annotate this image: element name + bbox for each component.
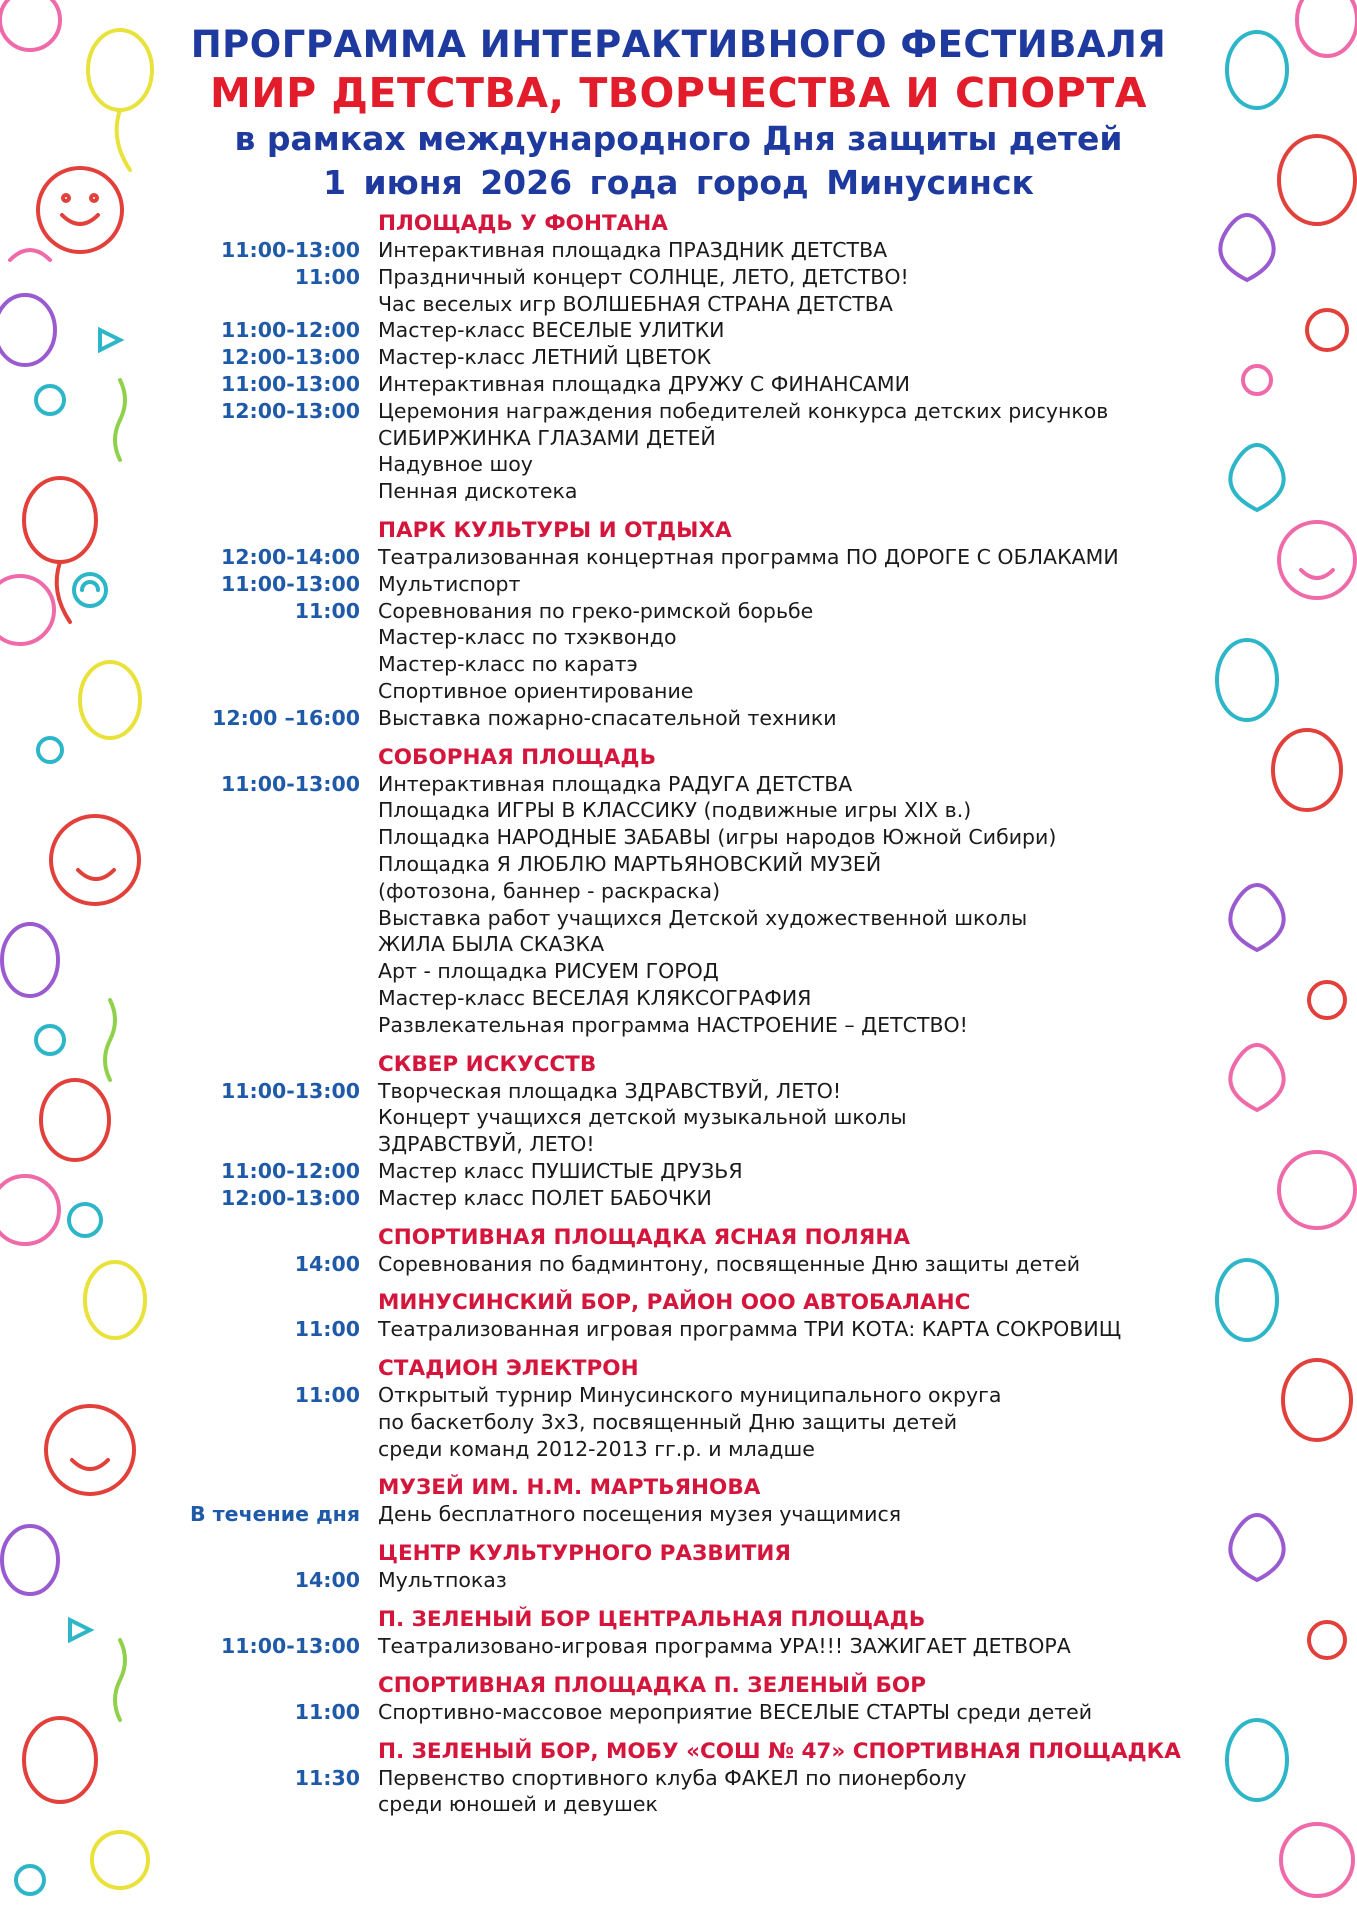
event-description: Мастер-класс ВЕСЕЛАЯ КЛЯКСОГРАФИЯ <box>378 985 812 1010</box>
event-description: Концерт учащихся детской музыкальной школы <box>378 1105 907 1130</box>
program-section <box>160 1224 1197 1278</box>
event-description: Выставка пожарно-спасательной техники <box>378 705 837 730</box>
program-row <box>160 678 1197 705</box>
event-time: 11:00-13:00 <box>220 771 360 796</box>
doodle-pattern-left <box>0 0 160 1920</box>
title-line-1: ПРОГРАММА ИНТЕРАКТИВНОГО ФЕСТИВАЛЯ <box>190 23 1167 66</box>
event-description: Спортивно-массовое мероприятие ВЕСЕЛЫЕ СТАРТЫ среди детей <box>378 1699 1093 1724</box>
date-location: 1 июня 2026 года город Минусинск <box>323 163 1034 202</box>
event-description: Мастер-класс ЛЕТНИЙ ЦВЕТОК <box>378 345 712 370</box>
program-row <box>160 1382 1197 1409</box>
event-description: Спортивное ориентирование <box>378 678 694 703</box>
event-time: 12:00-14:00 <box>220 544 360 569</box>
event-time: 11:00 <box>294 1317 360 1342</box>
event-description: СИБИРЖИНКА ГЛАЗАМИ ДЕТЕЙ <box>378 425 716 450</box>
event-time: 11:00-13:00 <box>220 571 360 596</box>
event-description: Мастер-класс ВЕСЕЛЫЕ УЛИТКИ <box>378 318 725 343</box>
event-description: Развлекательная программа НАСТРОЕНИЕ – ДЕТСТВО! <box>378 1012 968 1037</box>
program-row <box>160 1131 1197 1158</box>
program-row <box>160 1078 1197 1105</box>
event-time: В течение дня <box>190 1502 360 1527</box>
program-row <box>160 1409 1197 1436</box>
section-title: П. ЗЕЛЕНЫЙ БОР, МОБУ «СОШ № 47» СПОРТИВНАЯ ПЛОЩАДКА <box>378 1738 1181 1764</box>
program-row <box>160 425 1197 452</box>
program-row <box>160 1501 1197 1528</box>
event-time: 14:00 <box>294 1568 360 1593</box>
program-row <box>160 651 1197 678</box>
program-row <box>160 1316 1197 1343</box>
program-row <box>160 317 1197 344</box>
decorative-border-right <box>1197 0 1357 1920</box>
event-description: Театрализованная концертная программа ПО ДОРОГЕ С ОБЛАКАМИ <box>378 544 1119 569</box>
event-time: 14:00 <box>294 1251 360 1276</box>
program-row <box>160 1436 1197 1463</box>
event-description: Мультиспорт <box>378 571 521 596</box>
program-row <box>160 797 1197 824</box>
event-description: Интерактивная площадка ДРУЖУ С ФИНАНСАМИ <box>378 371 910 396</box>
event-description: Интерактивная площадка ПРАЗДНИК ДЕТСТВА <box>378 238 888 262</box>
program-section <box>160 210 1197 505</box>
page-header <box>160 22 1197 206</box>
program-row <box>160 1699 1197 1726</box>
event-time: 11:00-12:00 <box>220 1158 360 1183</box>
section-title: СТАДИОН ЭЛЕКТРОН <box>378 1356 639 1382</box>
section-title: СОБОРНАЯ ПЛОЩАДЬ <box>378 744 656 770</box>
event-time <box>160 1131 378 1158</box>
event-time <box>160 931 378 958</box>
event-description: Праздничный концерт СОЛНЦЕ, ЛЕТО, ДЕТСТВО! <box>378 264 909 289</box>
event-description: Интерактивная площадка РАДУГА ДЕТСТВА <box>378 771 853 796</box>
event-time: 11:00 <box>294 1699 360 1724</box>
program-row <box>160 1185 1197 1212</box>
program-row <box>160 771 1197 798</box>
event-time: 11:00-13:00 <box>220 371 360 396</box>
event-time: 11:00-13:00 <box>220 1078 360 1103</box>
event-time: 11:00-12:00 <box>220 318 360 343</box>
event-time: 11:30 <box>294 1765 360 1790</box>
event-description: Первенство спортивного клуба ФАКЕЛ по пионерболу <box>378 1765 967 1790</box>
event-description: Мастер-класс по тхэквондо <box>378 625 677 650</box>
program-row <box>160 344 1197 371</box>
decorative-border-left <box>0 0 160 1920</box>
program-row <box>160 398 1197 425</box>
program-row <box>160 1012 1197 1039</box>
event-description: Мастер класс ПОЛЕТ БАБОЧКИ <box>378 1185 712 1210</box>
program-row <box>160 544 1197 571</box>
event-time <box>160 451 378 478</box>
program-section <box>160 1474 1197 1528</box>
event-description: Мультпоказ <box>378 1568 507 1593</box>
section-title: ПАРК КУЛЬТУРЫ И ОТДЫХА <box>378 517 732 543</box>
event-description: Соревнования по греко-римской борьбе <box>378 598 814 623</box>
program-row <box>160 1251 1197 1278</box>
section-title: ПЛОЩАДЬ У ФОНТАНА <box>378 211 668 236</box>
event-time <box>160 958 378 985</box>
program-section <box>160 744 1197 1039</box>
event-description: День бесплатного посещения музея учащимися <box>378 1502 902 1527</box>
event-time: 12:00 –16:00 <box>212 705 360 730</box>
event-description: Открытый турнир Минусинского муниципального округа <box>378 1383 1002 1408</box>
program-section <box>160 1672 1197 1726</box>
event-description: ЗДРАВСТВУЙ, ЛЕТО! <box>378 1132 595 1157</box>
event-time <box>160 624 378 651</box>
program-row <box>160 598 1197 625</box>
section-title: СПОРТИВНАЯ ПЛОЩАДКА ЯСНАЯ ПОЛЯНА <box>378 1224 910 1250</box>
section-title: СПОРТИВНАЯ ПЛОЩАДКА П. ЗЕЛЕНЫЙ БОР <box>378 1672 926 1698</box>
program-row <box>160 931 1197 958</box>
event-description: (фотозона, баннер - раскраска) <box>378 878 721 903</box>
program-row <box>160 905 1197 932</box>
event-time <box>160 1409 378 1436</box>
program-section <box>160 1289 1197 1343</box>
program-row <box>160 478 1197 505</box>
section-title: СКВЕР ИСКУССТВ <box>378 1051 597 1077</box>
event-time <box>160 478 378 505</box>
program-row <box>160 291 1197 318</box>
event-time <box>160 851 378 878</box>
program-section <box>160 1051 1197 1212</box>
program-list <box>160 210 1197 1830</box>
event-time: 11:00 <box>294 264 360 289</box>
event-time: 11:00-13:00 <box>220 238 360 262</box>
subtitle: в рамках международного Дня защиты детей <box>234 119 1123 158</box>
program-row <box>160 985 1197 1012</box>
event-description: Площадка Я ЛЮБЛЮ МАРТЬЯНОВСКИЙ МУЗЕЙ <box>378 851 882 876</box>
event-time: 11:00 <box>294 1383 360 1408</box>
event-time: 12:00-13:00 <box>220 1185 360 1210</box>
event-description: Площадка НАРОДНЫЕ ЗАБАВЫ (игры народов Южной Сибири) <box>378 825 1057 850</box>
program-row <box>160 878 1197 905</box>
program-row <box>160 264 1197 291</box>
event-description: по баскетболу 3х3, посвященный Дню защиты детей <box>378 1409 958 1434</box>
event-time <box>160 678 378 705</box>
section-title: МИНУСИНСКИЙ БОР, РАЙОН ООО АВТОБАЛАНС <box>378 1290 971 1316</box>
event-description: среди юношей и девушек <box>378 1792 658 1817</box>
event-description: Арт - площадка РИСУЕМ ГОРОД <box>378 959 719 984</box>
doodle-pattern-right <box>1197 0 1357 1920</box>
event-time: 11:00-13:00 <box>220 1634 360 1659</box>
event-time <box>160 824 378 851</box>
event-time <box>160 425 378 452</box>
program-row <box>160 705 1197 732</box>
program-row <box>160 958 1197 985</box>
event-description: Церемония награждения победителей конкурса детских рисунков <box>378 398 1109 423</box>
program-row <box>160 1567 1197 1594</box>
event-time <box>160 985 378 1012</box>
program-row <box>160 371 1197 398</box>
event-description: Пенная дискотека <box>378 479 578 504</box>
event-description: Театрализованная игровая программа ТРИ КОТА: КАРТА СОКРОВИЩ <box>378 1317 1122 1342</box>
title-line-2: МИР ДЕТСТВА, ТВОРЧЕСТВА И СПОРТА <box>210 69 1147 117</box>
section-title: ЦЕНТР КУЛЬТУРНОГО РАЗВИТИЯ <box>378 1541 791 1567</box>
program-section <box>160 517 1197 732</box>
event-description: Мастер-класс по каратэ <box>378 652 638 677</box>
program-row <box>160 824 1197 851</box>
program-section <box>160 1606 1197 1660</box>
event-time <box>160 797 378 824</box>
program-row <box>160 1158 1197 1185</box>
event-time <box>160 291 378 318</box>
event-time <box>160 905 378 932</box>
event-time <box>160 878 378 905</box>
event-description: Мастер класс ПУШИСТЫЕ ДРУЗЬЯ <box>378 1158 743 1183</box>
program-row <box>160 451 1197 478</box>
section-title: МУЗЕЙ ИМ. Н.М. МАРТЬЯНОВА <box>378 1475 761 1501</box>
program-row <box>160 1791 1197 1818</box>
program-row <box>160 571 1197 598</box>
event-description: Творческая площадка ЗДРАВСТВУЙ, ЛЕТО! <box>378 1078 842 1103</box>
event-description: среди команд 2012-2013 гг.р. и младше <box>378 1436 815 1461</box>
event-time <box>160 1104 378 1131</box>
program-row <box>160 1104 1197 1131</box>
event-description: Площадка ИГРЫ В КЛАССИКУ (подвижные игры XIX в.) <box>378 798 972 823</box>
event-description: Театрализовано-игровая программа УРА!!! ЗАЖИГАЕТ ДЕТВОРА <box>378 1634 1071 1659</box>
event-time <box>160 1436 378 1463</box>
program-row <box>160 237 1197 264</box>
program-row <box>160 1765 1197 1792</box>
event-description: Соревнования по бадминтону, посвященные Дню защиты детей <box>378 1251 1081 1276</box>
event-description: Час веселых игр ВОЛШЕБНАЯ СТРАНА ДЕТСТВА <box>378 291 893 316</box>
event-time <box>160 651 378 678</box>
section-title: П. ЗЕЛЕНЫЙ БОР ЦЕНТРАЛЬНАЯ ПЛОЩАДЬ <box>378 1607 926 1633</box>
event-time: 11:00 <box>294 598 360 623</box>
program-section <box>160 1355 1197 1462</box>
event-description: Выставка работ учащихся Детской художественной школы <box>378 905 1028 930</box>
program-row <box>160 851 1197 878</box>
event-description: Надувное шоу <box>378 452 533 477</box>
event-time <box>160 1791 378 1818</box>
event-time: 12:00-13:00 <box>220 345 360 370</box>
program-section <box>160 1540 1197 1594</box>
event-time: 12:00-13:00 <box>220 398 360 423</box>
program-row <box>160 624 1197 651</box>
program-row <box>160 1633 1197 1660</box>
program-section <box>160 1738 1197 1819</box>
event-description: ЖИЛА БЫЛА СКАЗКА <box>378 932 605 957</box>
event-time <box>160 1012 378 1039</box>
